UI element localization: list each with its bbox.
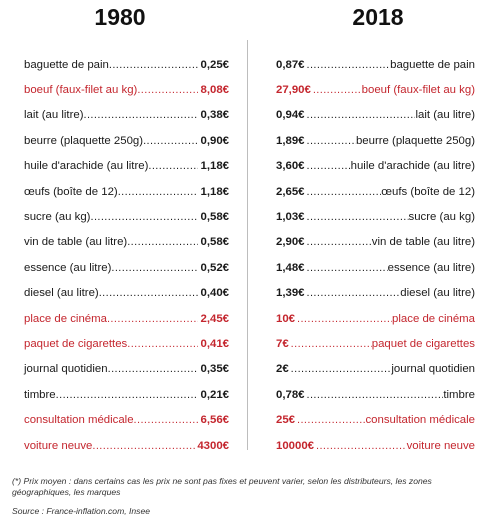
price-1980: 6,56€ [200,414,229,427]
price-1980: 0,40€ [200,287,229,300]
item-label: journal quotidien [24,363,108,376]
price-row-1980 [24,230,229,255]
price-row-1980 [24,77,229,102]
item-label: place de cinéma [392,312,475,325]
dot-leader [307,160,351,172]
price-row-2018 [276,306,475,331]
price-1980: 0,41€ [200,337,229,350]
dot-leader [307,236,372,248]
price-2018: 0,78€ [276,388,305,401]
price-row-2018 [276,331,475,356]
price-2018: 2€ [276,363,289,376]
column-divider [247,40,248,450]
price-row-1980 [24,331,229,356]
dot-leader [316,440,407,452]
dot-leader [92,440,195,452]
price-2018: 27,90€ [276,84,311,97]
price-1980: 0,58€ [200,211,229,224]
price-row-1980 [24,357,229,382]
price-1980: 4300€ [197,439,229,452]
price-2018: 7€ [276,337,289,350]
price-row-2018 [276,77,475,102]
price-1980: 0,21€ [200,388,229,401]
item-label: timbre [443,388,475,401]
price-1980: 1,18€ [200,160,229,173]
item-label: vin de table (au litre) [371,236,475,249]
dot-leader [307,59,391,71]
price-2018: 25€ [276,414,296,427]
price-row-2018 [276,407,475,432]
price-row-1980 [24,179,229,204]
item-label: beurre (plaquette 250g) [24,134,144,147]
dot-leader [297,414,365,426]
item-label: œufs (boîte de 12) [381,185,475,198]
item-label: baguette de pain [24,58,109,71]
dot-leader [90,211,198,223]
price-row-2018 [276,255,475,280]
prices-2018-list [276,52,475,458]
price-1980: 0,52€ [200,261,229,274]
price-row-1980 [24,103,229,128]
item-label: essence (au litre) [387,261,475,274]
price-row-2018 [276,103,475,128]
price-row-1980 [24,433,229,458]
price-1980: 0,38€ [200,109,229,122]
footnote: (*) Prix moyen : dans certains cas les prix ne sont pas fixes et peuvent varier, selon les distributeurs, les zones géographiques, les marques [12,476,432,497]
prices-1980-list [24,52,229,458]
price-row-2018 [276,154,475,179]
price-2018: 10000€ [276,439,315,452]
item-label: lait (au litre) [415,109,475,122]
dot-leader [313,84,362,96]
dot-leader [109,59,199,71]
price-row-1980 [24,128,229,153]
item-label: sucre (au kg) [24,211,91,224]
dot-leader [291,338,372,350]
price-2018: 0,94€ [276,109,305,122]
price-1980: 0,58€ [200,236,229,249]
item-label: diesel (au litre) [400,287,475,300]
item-label: huile d'arachide (au litre) [350,160,475,173]
item-label: consultation médicale [24,414,134,427]
dot-leader [118,186,199,198]
price-row-2018 [276,52,475,77]
item-label: paquet de cigarettes [24,337,128,350]
item-label: essence (au litre) [24,261,112,274]
price-row-2018 [276,128,475,153]
price-row-1980 [24,382,229,407]
price-2018: 1,89€ [276,134,305,147]
price-row-2018 [276,281,475,306]
price-row-2018 [276,204,475,229]
price-row-2018 [276,433,475,458]
price-row-2018 [276,382,475,407]
dot-leader [297,313,392,325]
dot-leader [307,211,409,223]
price-row-1980 [24,52,229,77]
dot-leader [127,338,198,350]
price-1980: 0,35€ [200,363,229,376]
dot-leader [137,84,198,96]
dot-leader [307,186,382,198]
dot-leader [291,363,392,375]
dot-leader [111,262,198,274]
item-label: voiture neuve [24,439,93,452]
item-label: paquet de cigarettes [371,337,475,350]
price-row-1980 [24,154,229,179]
price-row-1980 [24,255,229,280]
dot-leader [107,313,199,325]
price-2018: 1,48€ [276,261,305,274]
price-row-1980 [24,407,229,432]
price-1980: 0,90€ [200,134,229,147]
item-label: boeuf (faux-filet au kg) [361,84,475,97]
price-1980: 2,45€ [200,312,229,325]
item-label: consultation médicale [365,414,475,427]
item-label: timbre [24,388,56,401]
price-2018: 1,39€ [276,287,305,300]
price-row-2018 [276,357,475,382]
price-2018: 10€ [276,312,296,325]
item-label: beurre (plaquette 250g) [355,134,475,147]
dot-leader [307,262,388,274]
price-row-2018 [276,230,475,255]
item-label: baguette de pain [390,58,475,71]
item-label: diesel (au litre) [24,287,99,300]
dot-leader [307,135,356,147]
dot-leader [84,109,199,121]
price-2018: 1,03€ [276,211,305,224]
dot-leader [108,363,199,375]
dot-leader [307,109,416,121]
price-row-1980 [24,204,229,229]
price-2018: 2,65€ [276,185,305,198]
year-1980-heading: 1980 [94,4,146,30]
price-1980: 1,18€ [200,185,229,198]
price-2018: 2,90€ [276,236,305,249]
item-label: vin de table (au litre) [24,236,128,249]
item-label: œufs (boîte de 12) [24,185,118,198]
year-2018-heading: 2018 [352,4,404,30]
item-label: lait (au litre) [24,109,84,122]
dot-leader [134,414,199,426]
item-label: voiture neuve [406,439,475,452]
price-2018: 0,87€ [276,58,305,71]
dot-leader [143,135,198,147]
dot-leader [307,389,444,401]
dot-leader [307,287,401,299]
source-note: Source : France-inflation.com, Insee [12,506,151,516]
dot-leader [127,236,198,248]
item-label: journal quotidien [391,363,475,376]
item-label: place de cinéma [24,312,107,325]
price-1980: 8,08€ [200,84,229,97]
price-row-1980 [24,306,229,331]
dot-leader [148,160,198,172]
price-1980: 0,25€ [200,58,229,71]
dot-leader [56,389,199,401]
item-label: boeuf (faux-filet au kg) [24,84,138,97]
item-label: huile d'arachide (au litre) [24,160,149,173]
item-label: sucre (au kg) [408,211,475,224]
dot-leader [99,287,199,299]
price-2018: 3,60€ [276,160,305,173]
price-row-2018 [276,179,475,204]
price-row-1980 [24,281,229,306]
